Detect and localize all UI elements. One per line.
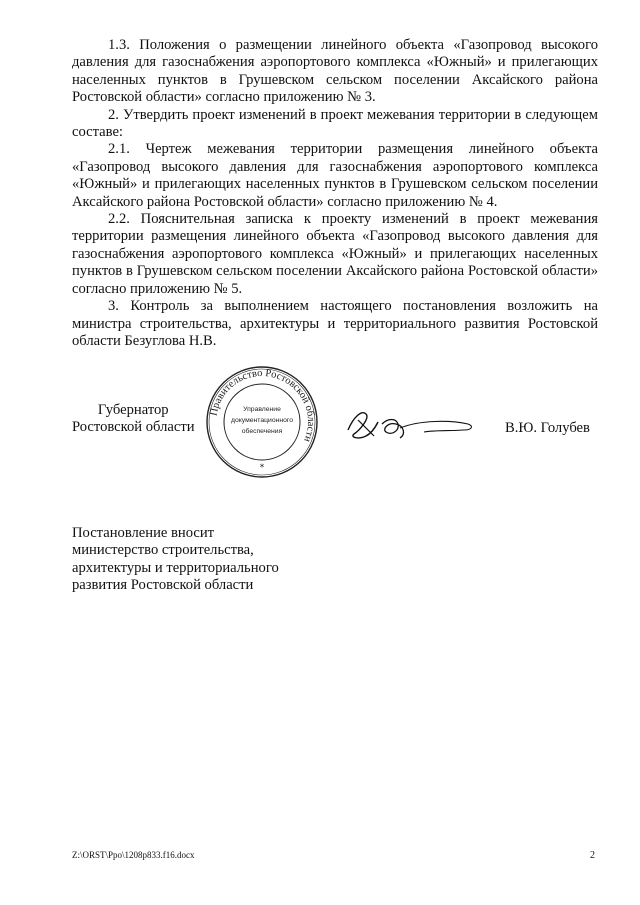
signatory-title	[72, 402, 195, 437]
paragraph-2-1: 2.1. Чертеж межевания территории размещения линейного объекта «Газопровод высокого давления для газоснабжения аэропортового комплекса «Южный» и прилегающих населенных пунктов в Грушевском сельском поселении Аксайского района Ростовской области» согласно приложению № 4.	[72, 141, 598, 210]
paragraph-2-2: 2.2. Пояснительная записка к проекту изменений в проект межевания территории размещения линейного объекта «Газопровод высокого давления для газоснабжения аэропортового комплекса «Южный» и прилегающих населенных пунктов в Грушевском сельском поселении Аксайского района Ростовской области» согласно приложению № 5.	[72, 211, 598, 297]
seal-star: *	[259, 463, 265, 473]
seal-inner-line1: Управление	[243, 406, 281, 413]
signatory-title-line2: Ростовской области	[72, 419, 195, 436]
document-body	[72, 37, 598, 350]
signatory-title-line1: Губернатор	[97, 402, 169, 418]
signature-block	[0, 360, 640, 490]
submitted-by-note	[72, 525, 279, 595]
submitted-by-line4: развития Ростовской области	[72, 577, 254, 594]
paragraph-1-3: 1.3. Положения о размещении линейного объекта «Газопровод высокого давления для газоснабжения аэропортового комплекса «Южный» и прилегающих населенных пунктов в Грушевском сельском поселении Аксайского района Ростовской области» согласно приложению № 3.	[72, 37, 598, 106]
seal-inner-line2: документационного	[230, 417, 294, 424]
paragraph-3: 3. Контроль за выполнением настоящего постановления возложить на министра строительства, архитектуры и территориального развития Ростовской области Безуглова Н.В.	[72, 298, 598, 349]
submitted-by-line1: Постановление вносит	[72, 525, 215, 541]
submitted-by-line3: архитектуры и территориального	[72, 559, 279, 576]
official-seal-icon	[204, 364, 320, 480]
seal-outer-text: Правительство Ростовской области	[208, 367, 317, 444]
paragraph-2: 2. Утвердить проект изменений в проект межевания территории в следующем составе:	[72, 106, 598, 141]
signatory-name: В.Ю. Голубев	[505, 420, 590, 436]
handwritten-signature	[340, 400, 480, 450]
footer-file-path: Z:\ORST\Ppo\1208p833.f16.docx	[72, 850, 195, 860]
submitted-by-line2: министерство строительства,	[72, 542, 254, 559]
seal-inner-line3: обеспечения	[241, 428, 283, 435]
page-number: 2	[590, 850, 595, 861]
